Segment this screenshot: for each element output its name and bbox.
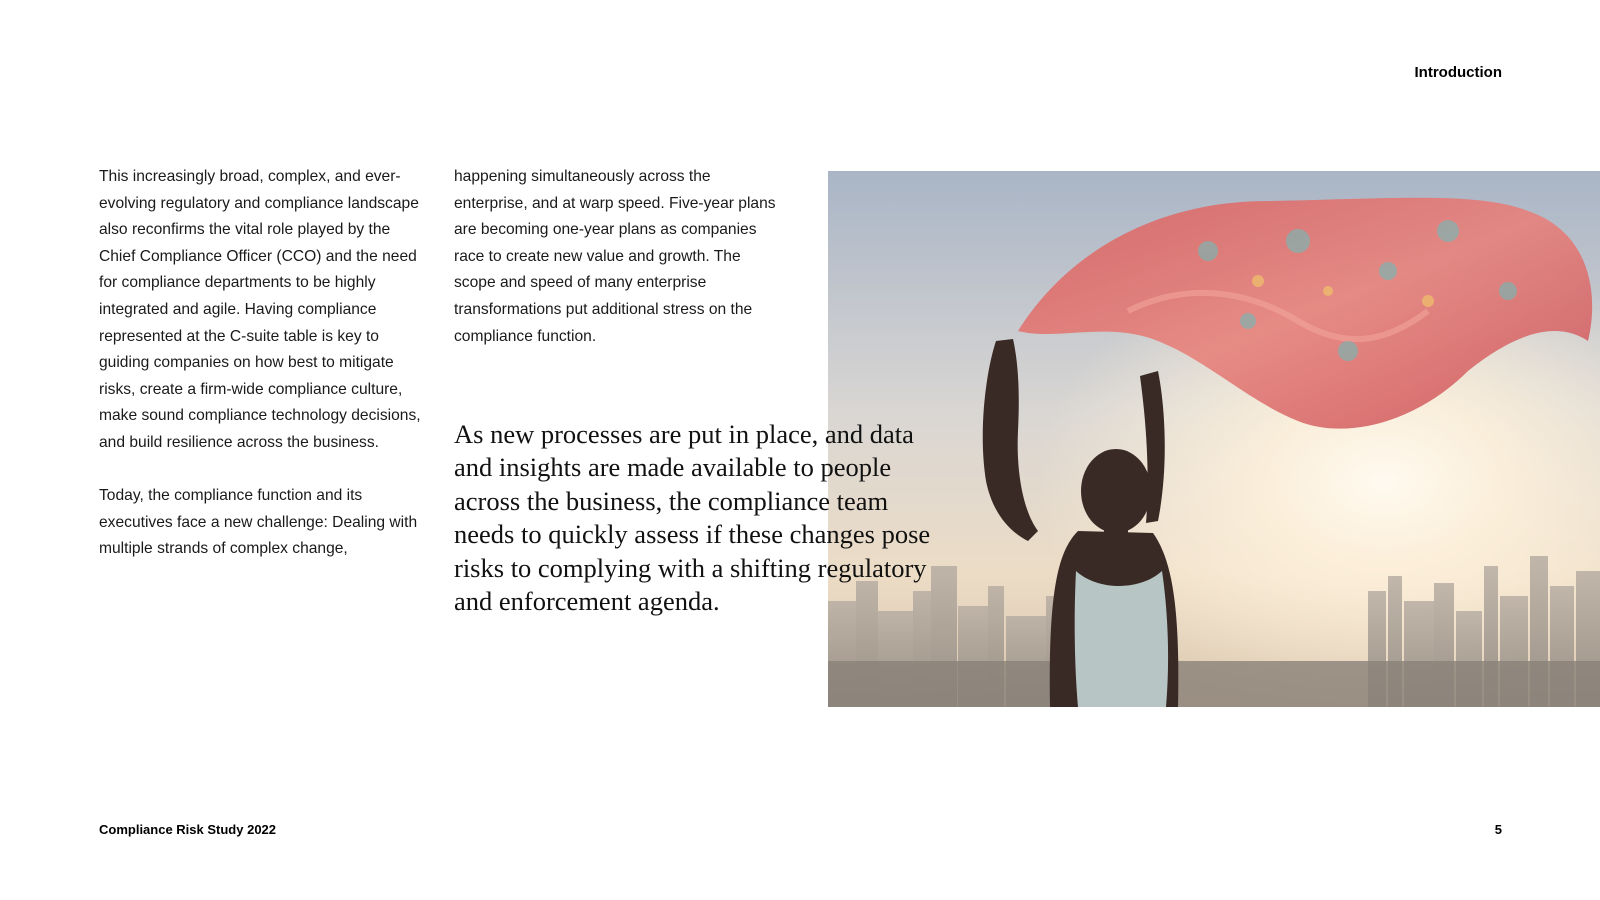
left-paragraph-2: Today, the compliance function and its executives face a new challenge: Dealing with multiple strands of complex change,: [99, 487, 418, 558]
middle-paragraph-1: happening simultaneously across the enterprise, and at warp speed. Five-year plans are becoming one-year plans as companies race to create new value and growth. The scope and speed of many enterprise transformations put additional stress on the compliance function.: [454, 168, 776, 345]
section-label: Introduction: [1414, 64, 1502, 81]
left-text-column: [99, 164, 424, 563]
left-paragraph-1: This increasingly broad, complex, and ever-evolving regulatory and compliance landscape also reconfirms the vital role played by the Chief Compliance Officer (CCO) and the need for compliance departments to be highly integrated and agile. Having compliance represented at the C-suite table is key to guiding companies on how best to mitigate risks, create a firm-wide compliance culture, make sound compliance technology decisions, and build resilience across the business.: [99, 168, 421, 451]
middle-text-column: [454, 164, 784, 350]
page-number: 5: [1494, 822, 1502, 837]
pull-quote: As new processes are put in place, and data and insights are made available to people across the business, the compliance team needs to quickly assess if these changes pose risks to complying with a shifting regulatory and enforcement agenda.: [454, 419, 931, 617]
footer-document-title: Compliance Risk Study 2022: [99, 822, 277, 837]
